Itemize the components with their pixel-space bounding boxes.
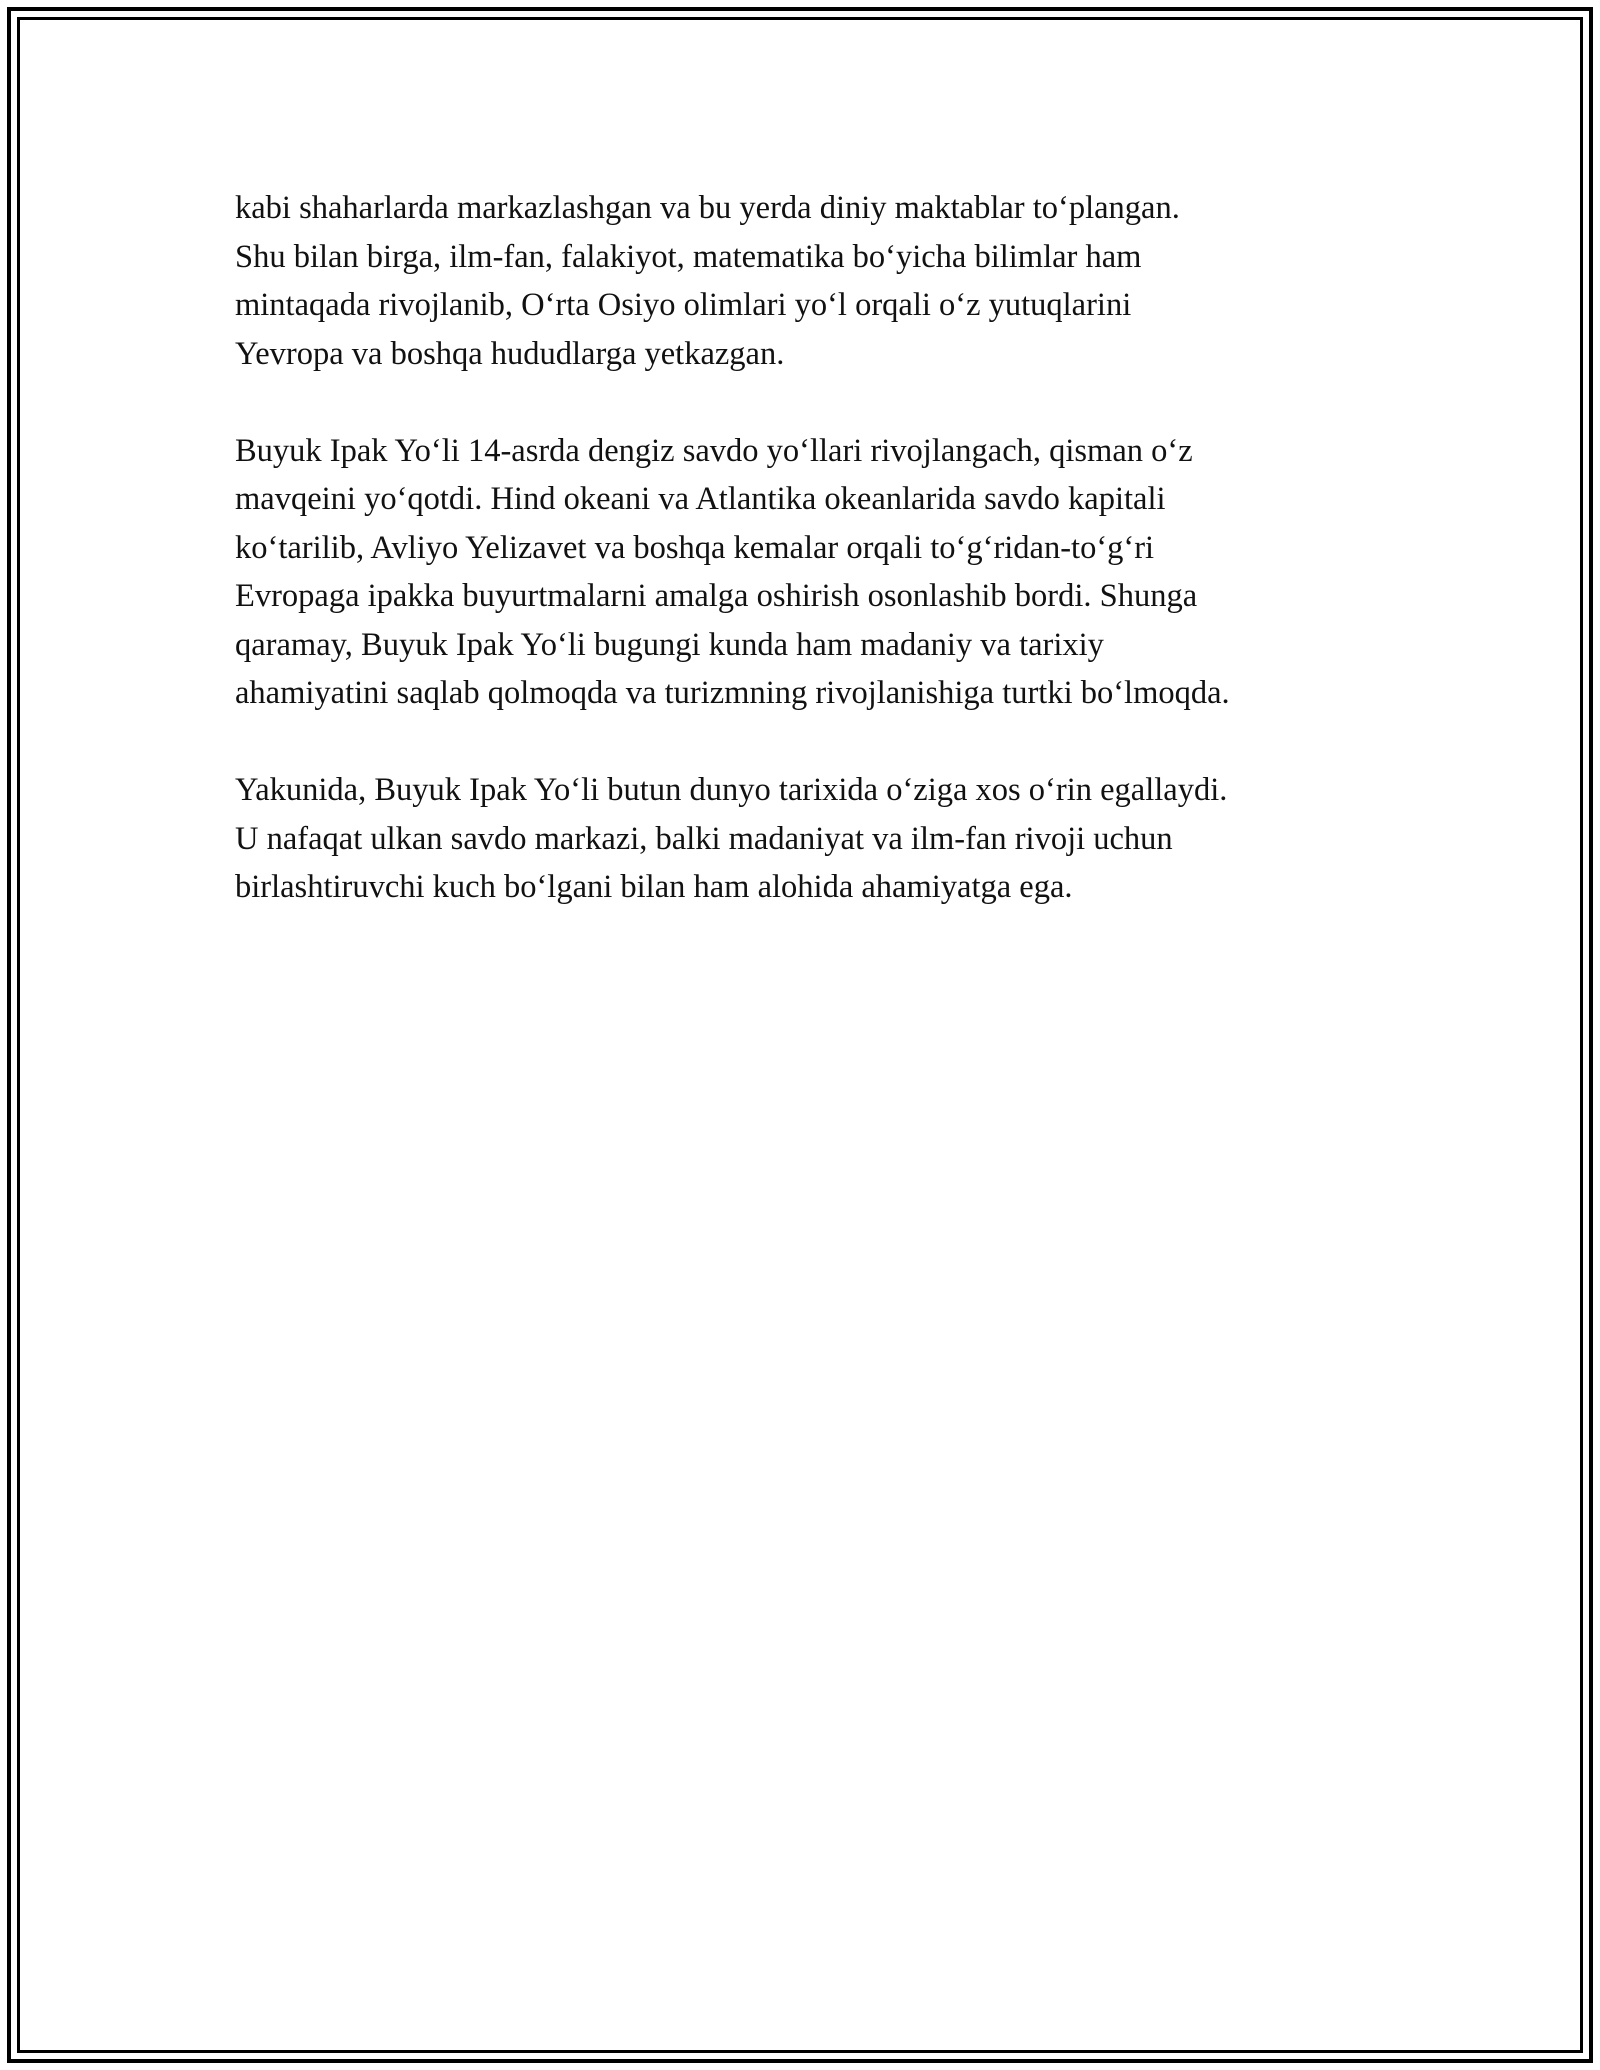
- text-line: Yakunida, Buyuk Ipak Yo‘li butun dunyo tarixida o‘ziga xos o‘rin egallaydi.: [235, 772, 1228, 808]
- text-line: birlashtiruvchi kuch bo‘lgani bilan ham alohida ahamiyatga ega.: [235, 869, 1073, 905]
- paragraph-2: [235, 427, 1395, 718]
- text-line: qaramay, Buyuk Ipak Yo‘li bugungi kunda ham madaniy va tarixiy: [235, 626, 1104, 663]
- text-line: Shu bilan birga, ilm-fan, falakiyot, matematika bo‘yicha bilimlar ham: [235, 238, 1142, 275]
- text-line: Evropaga ipakka buyurtmalarni amalga oshirish osonlashib bordi. Shunga: [235, 578, 1198, 614]
- text-line: Buyuk Ipak Yo‘li 14-asrda dengiz savdo yo‘llari rivojlangach, qisman o‘z: [235, 432, 1193, 469]
- text-line: mintaqada rivojlanib, O‘rta Osiyo olimlari yo‘l orqali o‘z yutuqlarini: [235, 287, 1132, 323]
- text-line: ko‘tarilib, Avliyo Yelizavet va boshqa kemalar orqali to‘g‘ridan-to‘g‘ri: [235, 529, 1155, 566]
- paragraph-3: [235, 766, 1395, 912]
- text-line: Yevropa va boshqa hududlarga yetkazgan.: [235, 335, 785, 372]
- text-line: kabi shaharlarda markazlashgan va bu yerda diniy maktablar to‘plangan.: [235, 190, 1180, 226]
- text-line: U nafaqat ulkan savdo markazi, balki madaniyat va ilm-fan rivoji uchun: [235, 820, 1173, 857]
- document-body: [235, 184, 1395, 960]
- paragraph-1: [235, 184, 1395, 378]
- text-line: mavqeini yo‘qotdi. Hind okeani va Atlantika okeanlarida savdo kapitali: [235, 481, 1166, 517]
- text-line: ahamiyatini saqlab qolmoqda va turizmning rivojlanishiga turtki bo‘lmoqda.: [235, 675, 1230, 711]
